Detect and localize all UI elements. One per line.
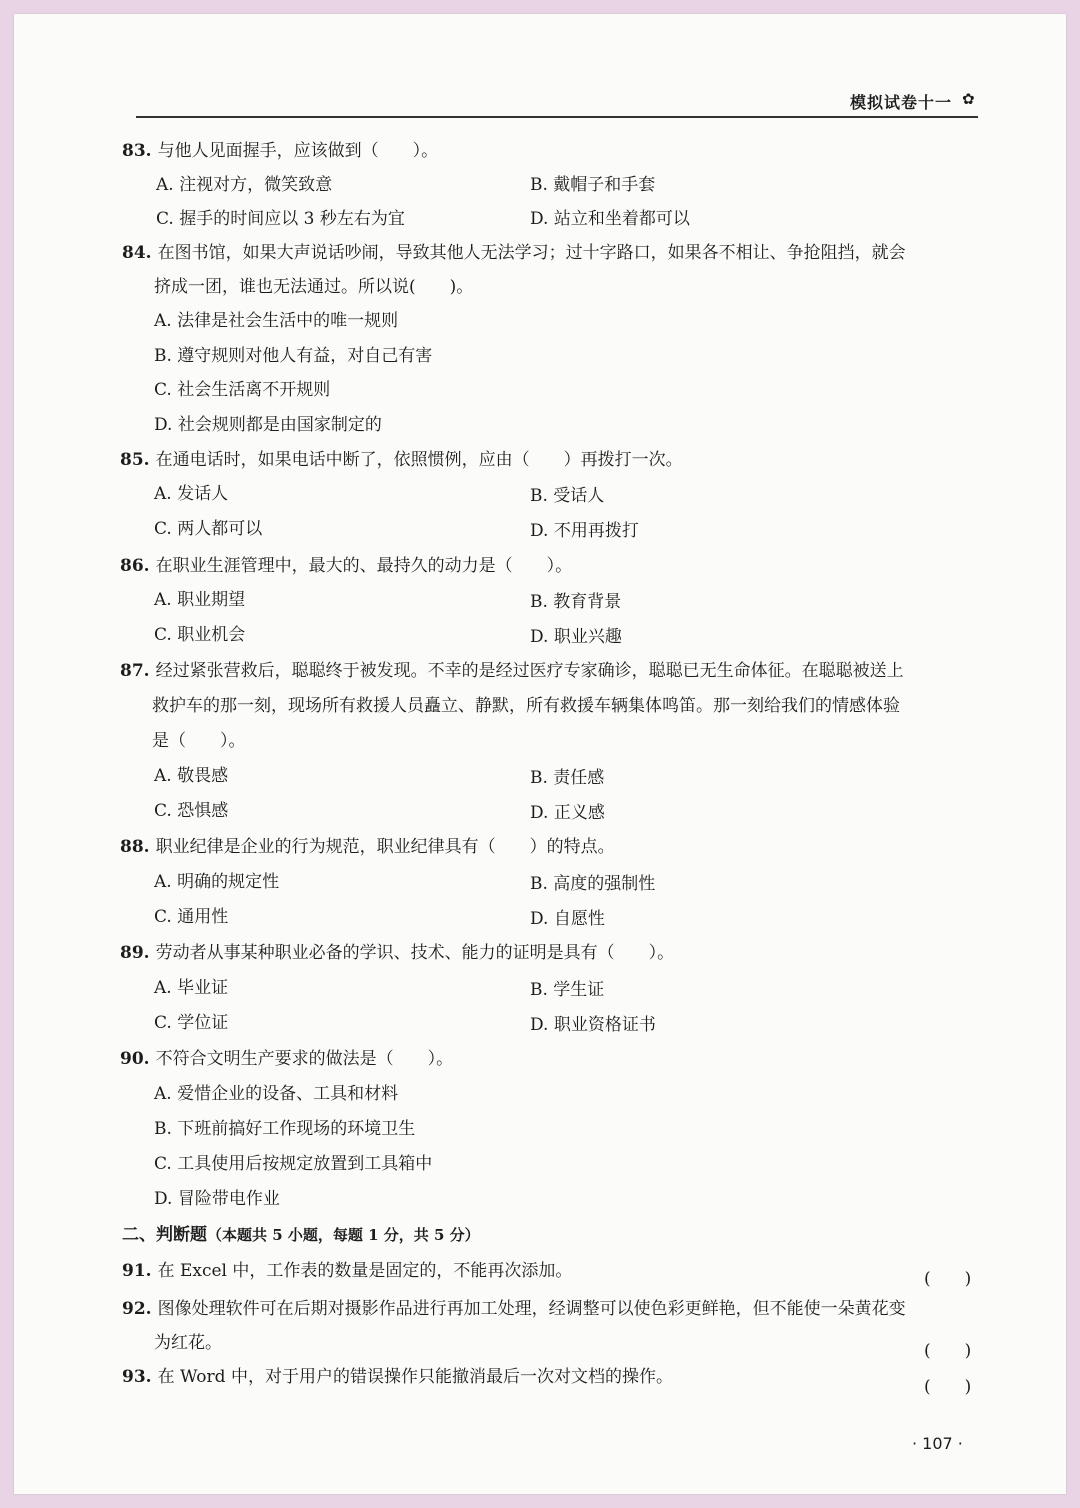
exam-page [14, 14, 1066, 1494]
question-text: 挤成一团，谁也无法通过。所以说( )。 [154, 277, 474, 297]
question-89 [120, 942, 674, 964]
question-number: 93. [122, 1367, 152, 1387]
option: B. 责任感 [530, 768, 605, 788]
option: B. 教育背景 [530, 592, 622, 612]
question-text: 为红花。 [154, 1333, 222, 1353]
question-number: 92. [122, 1299, 152, 1319]
question-number: 91. [122, 1261, 152, 1281]
option: A. 毕业证 [154, 978, 229, 998]
question-text: 职业纪律是企业的行为规范，职业纪律具有（ ）的特点。 [155, 837, 615, 857]
question-88 [120, 836, 615, 858]
question-90 [120, 1048, 453, 1070]
question-text: 在职业生涯管理中，最大的、最持久的动力是（ ）。 [155, 556, 573, 576]
option: C. 恐惧感 [154, 801, 229, 821]
question-86 [120, 555, 572, 577]
question-83 [122, 140, 438, 162]
question-number: 88. [120, 837, 150, 857]
header-rule [136, 116, 978, 118]
header-title: 模拟试卷十一 [850, 93, 953, 112]
option: B. 下班前搞好工作现场的环境卫生 [154, 1119, 416, 1139]
question-number: 89. [120, 943, 150, 963]
question-84 [122, 242, 906, 264]
option: D. 不用再拨打 [530, 521, 639, 541]
question-92 [122, 1298, 906, 1320]
answer-parentheses: ( ) [924, 1377, 972, 1397]
section-note: （本题共 5 小题，每题 1 分，共 5 分） [207, 1226, 480, 1244]
question-number: 85. [120, 450, 150, 470]
section-heading [122, 1224, 480, 1246]
option: D. 站立和坐着都可以 [530, 209, 690, 229]
option: A. 明确的规定性 [154, 872, 280, 892]
option: A. 敬畏感 [154, 766, 229, 786]
section-title: 二、判断题 [122, 1225, 207, 1245]
question-87 [120, 660, 904, 682]
flower-ornament-icon: ✿ [962, 90, 975, 108]
option: D. 社会规则都是由国家制定的 [154, 415, 382, 435]
question-number: 87. [120, 661, 150, 681]
question-93 [122, 1366, 673, 1388]
question-text: 是（ ）。 [152, 731, 246, 751]
option: C. 社会生活离不开规则 [154, 380, 331, 400]
option: C. 学位证 [154, 1013, 229, 1033]
question-number: 84. [122, 243, 152, 263]
option: D. 职业资格证书 [530, 1015, 656, 1035]
option: A. 发话人 [154, 484, 229, 504]
question-text: 经过紧张营救后，聪聪终于被发现。不幸的是经过医疗专家确诊，聪聪已无生命体征。在聪聪被送上 [155, 661, 904, 681]
option: C. 握手的时间应以 3 秒左右为宜 [156, 209, 405, 229]
question-text: 在通电话时，如果电话中断了，依照惯例，应由（ ）再拨打一次。 [155, 450, 683, 470]
question-text: 不符合文明生产要求的做法是（ ）。 [155, 1049, 454, 1069]
question-91 [122, 1260, 572, 1282]
option: B. 遵守规则对他人有益，对自己有害 [154, 346, 433, 366]
option: D. 职业兴趣 [530, 627, 622, 647]
option: B. 戴帽子和手套 [530, 175, 656, 195]
option: C. 通用性 [154, 907, 229, 927]
option: A. 职业期望 [154, 590, 246, 610]
page-number: · 107 · [912, 1434, 963, 1453]
question-number: 83. [122, 141, 152, 161]
option: D. 冒险带电作业 [154, 1189, 280, 1209]
option: B. 高度的强制性 [530, 874, 656, 894]
answer-parentheses: ( ) [924, 1341, 972, 1361]
answer-parentheses: ( ) [924, 1269, 972, 1289]
question-number: 90. [120, 1049, 150, 1069]
option: D. 自愿性 [530, 909, 605, 929]
question-text: 劳动者从事某种职业必备的学识、技术、能力的证明是具有（ ）。 [155, 943, 675, 963]
option: B. 学生证 [530, 980, 605, 1000]
option: C. 职业机会 [154, 625, 246, 645]
option: A. 注视对方，微笑致意 [156, 175, 333, 195]
option: C. 工具使用后按规定放置到工具箱中 [154, 1154, 433, 1174]
question-number: 86. [120, 556, 150, 576]
question-text: 在 Excel 中，工作表的数量是固定的，不能再次添加。 [157, 1261, 573, 1281]
question-text: 在 Word 中，对于用户的错误操作只能撤消最后一次对文档的操作。 [157, 1367, 673, 1387]
question-text: 与他人见面握手，应该做到（ ）。 [157, 141, 439, 161]
option: C. 两人都可以 [154, 519, 263, 539]
question-text: 救护车的那一刻，现场所有救援人员矗立、静默，所有救援车辆集体鸣笛。那一刻给我们的情感体验 [152, 696, 900, 716]
option: A. 爱惜企业的设备、工具和材料 [154, 1084, 399, 1104]
question-85 [120, 449, 683, 471]
question-text: 图像处理软件可在后期对摄影作品进行再加工处理，经调整可以使色彩更鲜艳，但不能使一朵黄花变 [157, 1299, 906, 1319]
option: B. 受话人 [530, 486, 605, 506]
option: A. 法律是社会生活中的唯一规则 [154, 311, 399, 331]
question-text: 在图书馆，如果大声说话吵闹，导致其他人无法学习；过十字路口，如果各不相让、争抢阻挡，就会 [157, 243, 906, 263]
option: D. 正义感 [530, 803, 605, 823]
